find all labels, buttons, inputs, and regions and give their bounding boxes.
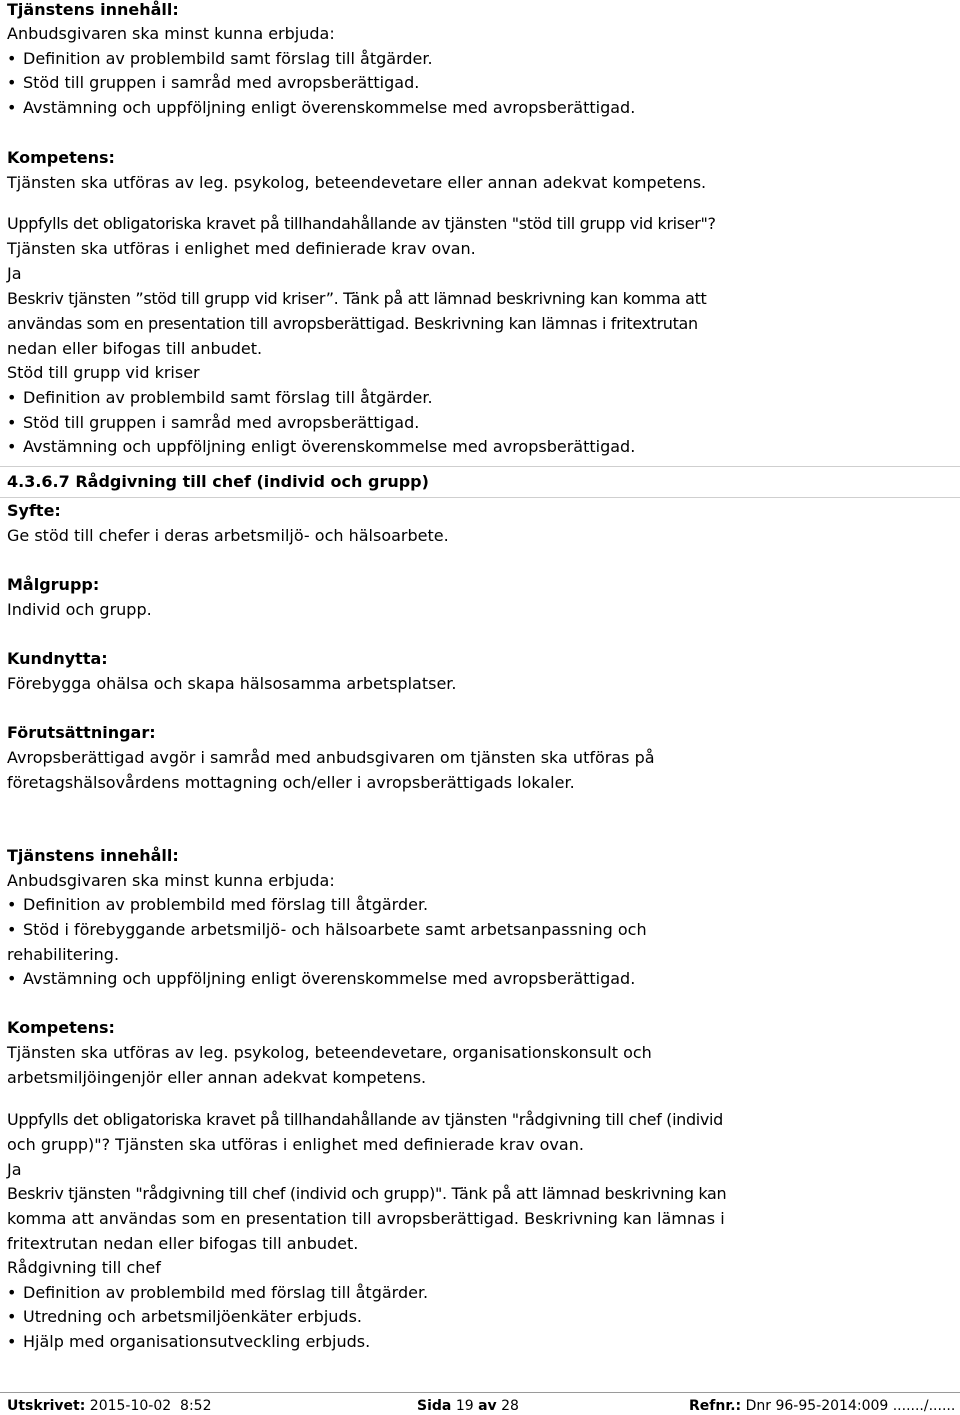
section-title: 4.3.6.7 Rådgivning till chef (individ och grupp) bbox=[7, 472, 429, 491]
requirement-question: Uppfylls det obligatoriska kravet på tillhandahållande av tjänsten "rådgivning till chef (individ bbox=[7, 1110, 723, 1129]
list-item: • Stöd i förebyggande arbetsmiljö- och hälsoarbete samt arbetsanpassning och bbox=[7, 920, 647, 940]
purpose-text: Ge stöd till chefer i deras arbetsmiljö- och hälsoarbete. bbox=[7, 526, 449, 545]
list-item: • Hjälp med organisationsutveckling erbjuds. bbox=[7, 1332, 370, 1352]
prerequisites-text: företagshälsovårdens mottagning och/eller i avropsberättigads lokaler. bbox=[7, 773, 575, 792]
answer: Ja bbox=[7, 264, 22, 283]
benefit-text: Förebygga ohälsa och skapa hälsosamma arbetsplatser. bbox=[7, 674, 457, 693]
describe-instruction: komma att användas som en presentation till avropsberättigad. Beskrivning kan lämnas i bbox=[7, 1209, 725, 1228]
ref-label: Refnr.: bbox=[689, 1398, 742, 1414]
benefit-heading: Kundnytta: bbox=[7, 649, 108, 668]
purpose-heading: Syfte: bbox=[7, 501, 61, 520]
service-name: Stöd till grupp vid kriser bbox=[7, 363, 200, 382]
describe-instruction: användas som en presentation till avropsberättigad. Beskrivning kan lämnas i fritextrutan bbox=[7, 314, 698, 333]
list-item: • Avstämning och uppföljning enligt överenskommelse med avropsberättigad. bbox=[7, 969, 635, 989]
list-item: • Definition av problembild med förslag till åtgärder. bbox=[7, 1283, 428, 1303]
list-item: • Definition av problembild med förslag till åtgärder. bbox=[7, 895, 428, 915]
footer-divider bbox=[0, 1392, 960, 1393]
target-heading: Målgrupp: bbox=[7, 575, 100, 594]
ref-value: Dnr 96-95-2014:009 ......./...... bbox=[745, 1398, 956, 1414]
content-heading: Tjänstens innehåll: bbox=[7, 0, 179, 19]
printed-label: Utskrivet: bbox=[7, 1398, 86, 1414]
describe-instruction: Beskriv tjänsten ”stöd till grupp vid kriser”. Tänk på att lämnad beskrivning kan komma att bbox=[7, 289, 707, 308]
content-intro: Anbudsgivaren ska minst kunna erbjuda: bbox=[7, 24, 335, 43]
page-of: av bbox=[478, 1398, 497, 1414]
list-item: • Avstämning och uppföljning enligt överenskommelse med avropsberättigad. bbox=[7, 437, 635, 457]
describe-instruction: Beskriv tjänsten "rådgivning till chef (individ och grupp)". Tänk på att lämnad beskrivning kan bbox=[7, 1184, 727, 1203]
printed-date bbox=[7, 1397, 211, 1415]
content-intro: Anbudsgivaren ska minst kunna erbjuda: bbox=[7, 871, 335, 890]
list-item: • Utredning och arbetsmiljöenkäter erbjuds. bbox=[7, 1307, 362, 1327]
describe-instruction: nedan eller bifogas till anbudet. bbox=[7, 339, 263, 358]
page-label: Sida bbox=[417, 1398, 452, 1414]
printed-value: 2015-10-02 8:52 bbox=[89, 1398, 212, 1414]
requirement-question: Tjänsten ska utföras i enlighet med definierade krav ovan. bbox=[7, 239, 476, 258]
service-name: Rådgivning till chef bbox=[7, 1258, 161, 1277]
list-item: • Stöd till gruppen i samråd med avropsberättigad. bbox=[7, 73, 419, 93]
page-total: 28 bbox=[501, 1398, 519, 1414]
list-item: • Avstämning och uppföljning enligt överenskommelse med avropsberättigad. bbox=[7, 98, 635, 118]
competence-heading: Kompetens: bbox=[7, 1018, 115, 1037]
prerequisites-heading: Förutsättningar: bbox=[7, 723, 156, 742]
competence-text: Tjänsten ska utföras av leg. psykolog, beteendevetare, organisationskonsult och bbox=[7, 1043, 652, 1062]
list-item-continuation: rehabilitering. bbox=[7, 945, 120, 964]
page-current: 19 bbox=[455, 1398, 474, 1414]
competence-heading: Kompetens: bbox=[7, 148, 115, 167]
content-heading: Tjänstens innehåll: bbox=[7, 846, 179, 865]
requirement-question: Uppfylls det obligatoriska kravet på tillhandahållande av tjänsten "stöd till grupp vid kriser"? bbox=[7, 214, 716, 233]
page-number bbox=[417, 1397, 519, 1415]
competence-text: arbetsmiljöingenjör eller annan adekvat kompetens. bbox=[7, 1068, 427, 1087]
list-item: • Definition av problembild samt förslag till åtgärder. bbox=[7, 49, 433, 69]
reference-number bbox=[689, 1397, 955, 1415]
requirement-question: och grupp)"? Tjänsten ska utföras i enlighet med definierade krav ovan. bbox=[7, 1135, 584, 1154]
answer: Ja bbox=[7, 1160, 22, 1179]
prerequisites-text: Avropsberättigad avgör i samråd med anbudsgivaren om tjänsten ska utföras på bbox=[7, 748, 655, 767]
list-item: • Stöd till gruppen i samråd med avropsberättigad. bbox=[7, 413, 419, 433]
describe-instruction: fritextrutan nedan eller bifogas till anbudet. bbox=[7, 1234, 359, 1253]
target-text: Individ och grupp. bbox=[7, 600, 152, 619]
list-item: • Definition av problembild samt förslag till åtgärder. bbox=[7, 388, 433, 408]
competence-text: Tjänsten ska utföras av leg. psykolog, beteendevetare eller annan adekvat kompetens. bbox=[7, 173, 707, 192]
